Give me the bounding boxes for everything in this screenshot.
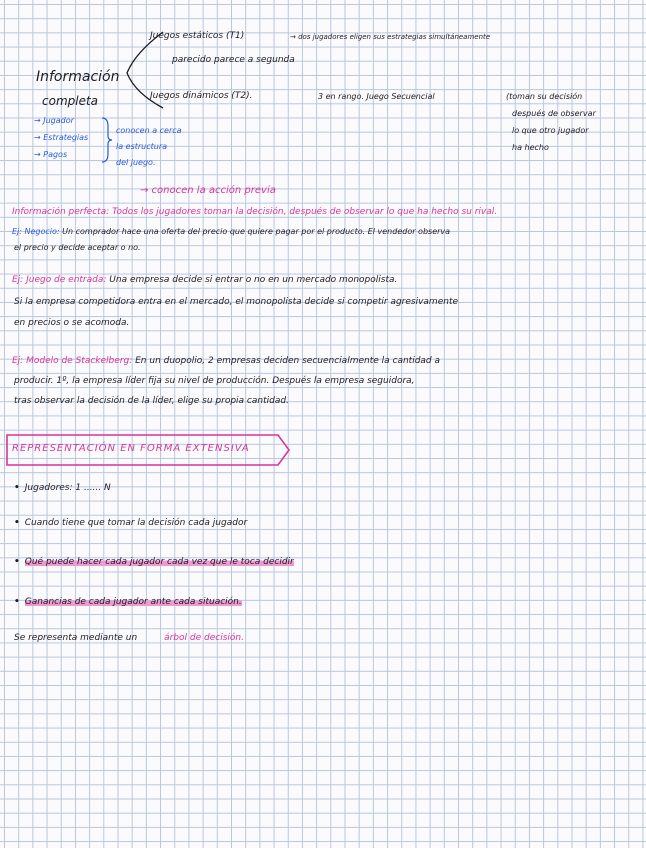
example-entrada-text-1: Una empresa decide si entrar o no en un mercado monopolista.	[109, 275, 398, 285]
example-entrada-line-1	[12, 276, 397, 285]
game-t2-note-4: ha hecho	[512, 143, 549, 152]
perfect-info-body: Todos los jugadores toman la decisión, después de observar lo que ha hecho su rival.	[112, 207, 498, 217]
section-banner-text: REPRESENTACIÓN EN FORMA EXTENSIVA	[12, 443, 250, 454]
example-stackelberg-text-2: producir. 1º, la empresa líder fija su nivel de producción. Después la empresa seguidora,	[14, 376, 415, 386]
list-item	[14, 519, 247, 528]
game-t2-note-2: después de observar	[512, 109, 596, 118]
list-item	[14, 484, 111, 493]
example-stackelberg-text-3: tras observar la decisión de la líder, elige su propia cantidad.	[14, 396, 289, 406]
game-t1-heading: Juegos estáticos (T1)	[150, 31, 245, 41]
knows-line-2: la estructura	[116, 142, 168, 151]
closing-term: árbol de decisión.	[164, 633, 244, 643]
list-jugador: → Jugador	[34, 116, 74, 125]
list-item-text: Jugadores: 1 ...... N	[24, 483, 111, 493]
bullet-dot: •	[14, 483, 20, 493]
bullet-dot: •	[14, 518, 20, 528]
game-t2-note-3: lo que otro jugador	[512, 126, 589, 135]
game-t2-desc: 3 en rango. Juego Secuencial	[318, 92, 435, 101]
example-negocio-text-2: el precio y decide aceptar o no.	[14, 243, 141, 252]
list-item-text: Cuando tiene que tomar la decisión cada jugador	[24, 518, 248, 528]
game-t1-desc-2: parecido parece a segunda	[172, 55, 295, 65]
game-t2-heading: Juegos dinámicos (T2).	[150, 91, 253, 101]
example-stackelberg-line-1	[12, 357, 440, 366]
example-entrada-label: Ej: Juego de entrada:	[12, 275, 107, 285]
example-negocio-text-1: Un comprador hace una oferta del precio que quiere pagar por el producto. El vendedor observa	[62, 227, 451, 236]
example-entrada-text-3: en precios o se acomoda.	[14, 318, 130, 328]
closing-line	[14, 634, 244, 643]
example-negocio-label: Ej: Negocio:	[12, 227, 60, 236]
list-brace	[100, 116, 114, 164]
list-estrategias: → Estrategias	[34, 133, 89, 142]
title-completa: completa	[42, 94, 99, 108]
list-item	[14, 558, 294, 567]
perfect-info-line	[12, 208, 497, 217]
game-t2-note-1: (toman su decisión	[506, 92, 583, 101]
list-pagos: → Pagos	[34, 150, 68, 159]
game-t1-desc-1: → dos jugadores eligen sus estrategias simultáneamente	[290, 33, 491, 41]
knows-line-1: conocen a cerca	[116, 126, 182, 135]
list-item	[14, 598, 242, 607]
history-note: → conocen la acción previa	[140, 185, 276, 196]
closing-lead: Se representa mediante un	[14, 633, 138, 643]
example-stackelberg-text-1: En un duopolio, 2 empresas deciden secuencialmente la cantidad a	[135, 356, 441, 366]
example-negocio-line-1	[12, 228, 450, 236]
knows-line-3: del juego.	[116, 158, 156, 167]
title-informacion: Información	[36, 69, 120, 85]
list-item-text: Qué puede hacer cada jugador cada vez que le toca decidir	[24, 557, 294, 567]
example-entrada-text-2: Si la empresa competidora entra en el mercado, el monopolista decide si competir agresivamente	[14, 297, 459, 307]
example-stackelberg-label: Ej: Modelo de Stackelberg:	[12, 356, 133, 366]
list-item-text: Ganancias de cada jugador ante cada situación.	[24, 597, 242, 607]
perfect-info-label: Información perfecta:	[12, 207, 110, 217]
bullet-dot: •	[14, 597, 20, 607]
bullet-dot: •	[14, 557, 20, 567]
